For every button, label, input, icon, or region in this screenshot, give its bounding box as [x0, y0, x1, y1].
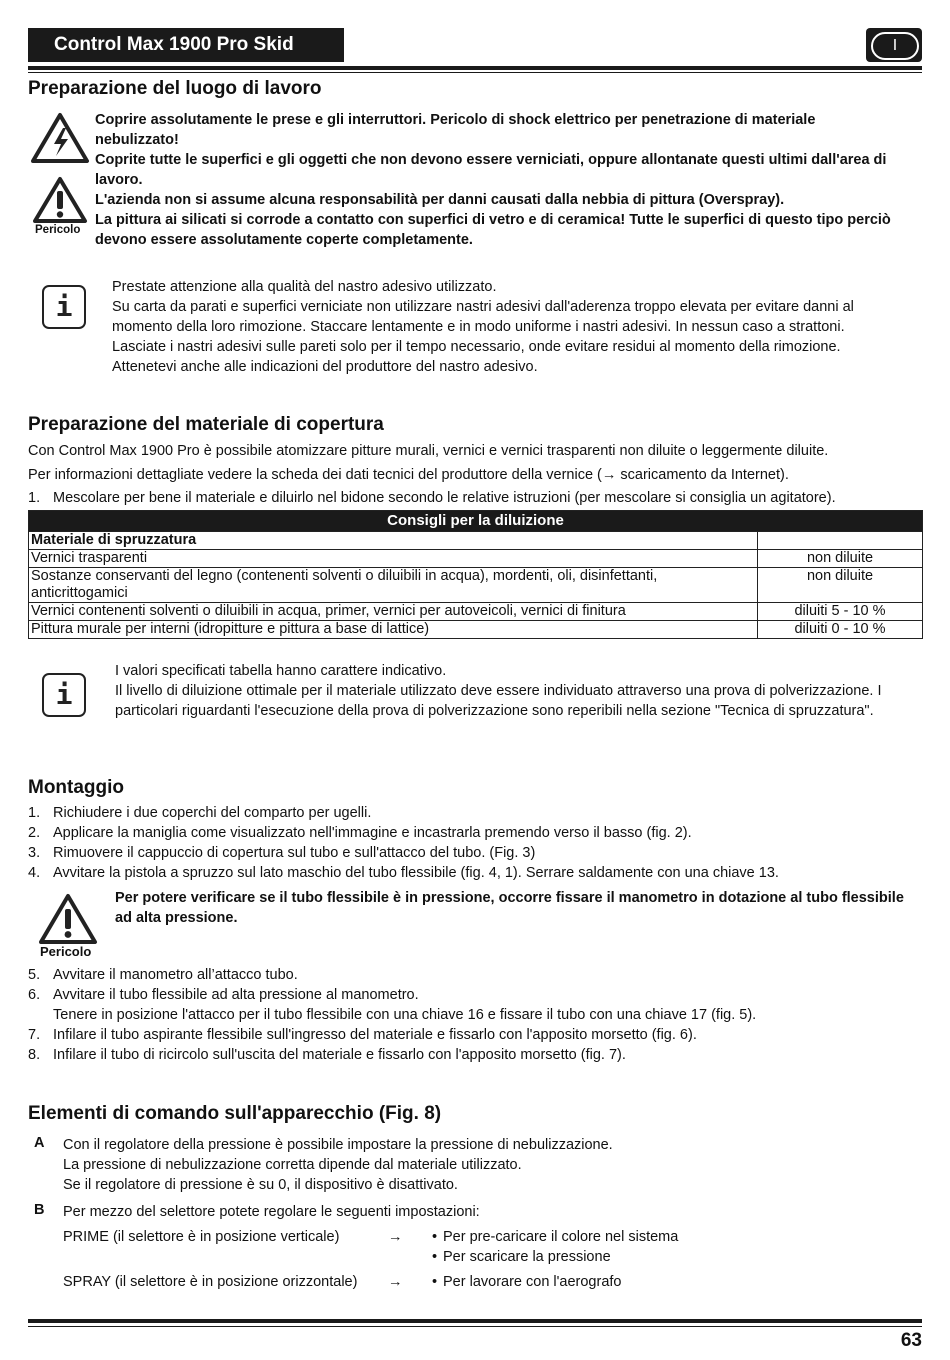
- table-row: [29, 550, 923, 568]
- table-cell-value: diluiti 0 - 10 %: [758, 621, 923, 639]
- footer-rule: [28, 1319, 922, 1323]
- warning-text-4: La pittura ai silicati si corrode a contatto con superfici di vetro e di ceramica! Tutte le superfici di questo tipo perciò devono essere assolutamente coperte completamente.: [95, 212, 891, 248]
- material-steps: [28, 488, 922, 508]
- table-row: [29, 621, 923, 639]
- page-number: 63: [900, 1330, 922, 1351]
- list-item: 4. Avvitare la pistola a spruzzo sul lato maschio del tubo flessibile (fig. 4, 1). Serrare saldamente con una chiave 13.: [28, 865, 779, 881]
- list-item: 8. Infilare il tubo di ricircolo sull'uscita del materiale e fissarlo con l'apposito morsetto (fig. 7).: [28, 1047, 626, 1063]
- list-item: 5. Avvitare il manometro all’attacco tubo.: [28, 967, 298, 983]
- info-icon: i: [42, 673, 86, 717]
- table-cell-value: non diluite: [758, 568, 923, 603]
- list-item: 6. Avvitare il tubo flessibile ad alta pressione al manometro.: [28, 987, 419, 1003]
- info-text-1: Prestate attenzione alla qualità del nastro adesivo utilizzato.: [112, 279, 497, 295]
- material-paragraph-2: Per informazioni dettagliate vedere la scheda dei dati tecnici del produttore della vernice (→ scaricamento da Internet).: [28, 467, 789, 483]
- warning-text-1: Coprire assolutamente le prese e gli interruttori. Pericolo di shock elettrico per penetrazione di materiale nebulizzato!: [95, 112, 816, 148]
- spray-item-1: Per lavorare con l'aerografo: [443, 1274, 622, 1290]
- dilution-table: [28, 510, 923, 639]
- control-letter-a: A: [34, 1135, 45, 1151]
- table-header-row: [29, 532, 923, 550]
- assembly-steps-a: [28, 803, 922, 883]
- list-item: 1. Mescolare per bene il materiale e diluirlo nel bidone secondo le relative istruzioni (per mescolare si consiglia un agitatore).: [28, 490, 836, 506]
- arrow-right-icon: →: [388, 1274, 403, 1290]
- arrow-right-icon: →: [388, 1229, 403, 1245]
- table-cell-material: Vernici contenenti solventi o diluibili in acqua, primer, vernici per autoveicoli, vernici di finitura: [29, 603, 758, 621]
- table-row: [29, 568, 923, 603]
- table-cell-material: Pittura murale per interni (idropitture e pittura a base di lattice): [29, 621, 758, 639]
- section-heading-controls: Elementi di comando sull'apparecchio (Fig. 8): [28, 1103, 442, 1124]
- table-title: Consigli per la diluizione: [29, 511, 923, 532]
- material-paragraph-1: Con Control Max 1900 Pro è possibile atomizzare pitture murali, vernici e vernici trasparenti non diluite o leggermente diluite.: [28, 443, 829, 459]
- document-title: Control Max 1900 Pro Skid: [28, 28, 344, 62]
- table-cell-material: Sostanze conservanti del legno (contenenti solventi o diluibili in acqua), mordenti, oli, disinfettanti, anticrittogamici: [29, 568, 758, 603]
- info-text-2: Su carta da parati e superfici verniciate non utilizzare nastri adesivi dall'aderenza troppo elevata per evitare danni al momento della loro rimozione. Staccare lentamente e in modo uniforme i nastri adesivi. In nessun caso a strattoni.: [112, 299, 854, 335]
- bullet-icon: •: [432, 1229, 438, 1245]
- control-a-line-1: Con il regolatore della pressione è possibile impostare la pressione di nebulizzazione.: [63, 1137, 613, 1153]
- footer-rule-thin: [28, 1326, 922, 1327]
- danger-icon: [38, 893, 98, 945]
- bullet-icon: •: [432, 1249, 438, 1265]
- spray-label: SPRAY (il selettore è in posizione orizzontale): [63, 1274, 358, 1290]
- info-text-3: Lasciate i nastri adesivi sulle pareti solo per il tempo necessario, onde evitare residui al momento della rimozione.: [112, 339, 841, 355]
- list-item: Tenere in posizione l'attacco per il tubo flessibile con una chiave 16 e fissare il tubo con una chiave 17 (fig. 5).: [53, 1007, 757, 1023]
- prime-label: PRIME (il selettore è in posizione verticale): [63, 1229, 340, 1245]
- table-cell-material: Vernici trasparenti: [29, 550, 758, 568]
- table-col-header-empty: [758, 532, 923, 550]
- info-icon: i: [42, 285, 86, 329]
- section-heading-assembly: Montaggio: [28, 777, 125, 798]
- danger-label: Pericolo: [40, 944, 92, 959]
- control-a-line-3: Se il regolatore di pressione è su 0, il dispositivo è disattivato.: [63, 1177, 458, 1193]
- bullet-icon: •: [432, 1274, 438, 1290]
- prime-item-1: Per pre-caricare il colore nel sistema: [443, 1229, 679, 1245]
- control-b-intro: Per mezzo del selettore potete regolare le seguenti impostazioni:: [63, 1204, 480, 1220]
- info-text-table-2: Il livello di diluizione ottimale per il materiale utilizzato deve essere individuato attraverso una prova di polverizzazione. I particolari riguardanti l'esecuzione della prova di polverizzazione sono reperibili nella sezione "Tecnica di spruzzatura".: [115, 683, 882, 719]
- table-cell-value: diluiti 5 - 10 %: [758, 603, 923, 621]
- table-row: [29, 603, 923, 621]
- header-rule-thin: [28, 72, 922, 73]
- warning-text-manometer: Per potere verificare se il tubo flessibile è in pressione, occorre fissare il manometro in dotazione al tubo flessibile ad alta pressione.: [115, 890, 904, 926]
- danger-icon: [32, 176, 88, 224]
- section-heading-material: Preparazione del materiale di copertura: [28, 414, 384, 435]
- control-a-line-2: La pressione di nebulizzazione corretta dipende dal materiale utilizzato.: [63, 1157, 522, 1173]
- danger-label: Pericolo: [35, 224, 81, 236]
- info-text-4: Attenetevi anche alle indicazioni del produttore del nastro adesivo.: [112, 359, 538, 375]
- list-item: 7. Infilare il tubo aspirante flessibile sull'ingresso del materiale e fissarlo con l'apposito morsetto (fig. 6).: [28, 1027, 697, 1043]
- table-cell-value: non diluite: [758, 550, 923, 568]
- header-rule: [28, 66, 922, 70]
- assembly-steps-b: [28, 965, 922, 1065]
- list-item: 1. Richiudere i due coperchi del comparto per ugelli.: [28, 805, 372, 821]
- table-col-header: Materiale di spruzzatura: [29, 532, 758, 550]
- section-heading-workplace: Preparazione del luogo di lavoro: [28, 78, 322, 99]
- control-letter-b: B: [34, 1202, 45, 1218]
- language-badge: [866, 28, 922, 62]
- list-item: 2. Applicare la maniglia come visualizzato nell'immagine e incastrarla premendo verso il basso (fig. 2).: [28, 825, 692, 841]
- info-text-table-1: I valori specificati tabella hanno carattere indicativo.: [115, 663, 447, 679]
- warning-text-3: L'azienda non si assume alcuna responsabilità per danni causati dalla nebbia di pittura (Overspray).: [95, 192, 785, 208]
- electric-hazard-icon: [30, 112, 90, 164]
- list-item: 3. Rimuovere il cappuccio di copertura sul tubo e sull'attacco del tubo. (Fig. 3): [28, 845, 536, 861]
- prime-item-2: Per scaricare la pressione: [443, 1249, 611, 1265]
- warning-text-2: Coprite tutte le superfici e gli oggetti che non devono essere verniciati, oppure allontanate questi ultimi dall'area di lavoro.: [95, 152, 887, 188]
- language-code: I: [871, 32, 919, 60]
